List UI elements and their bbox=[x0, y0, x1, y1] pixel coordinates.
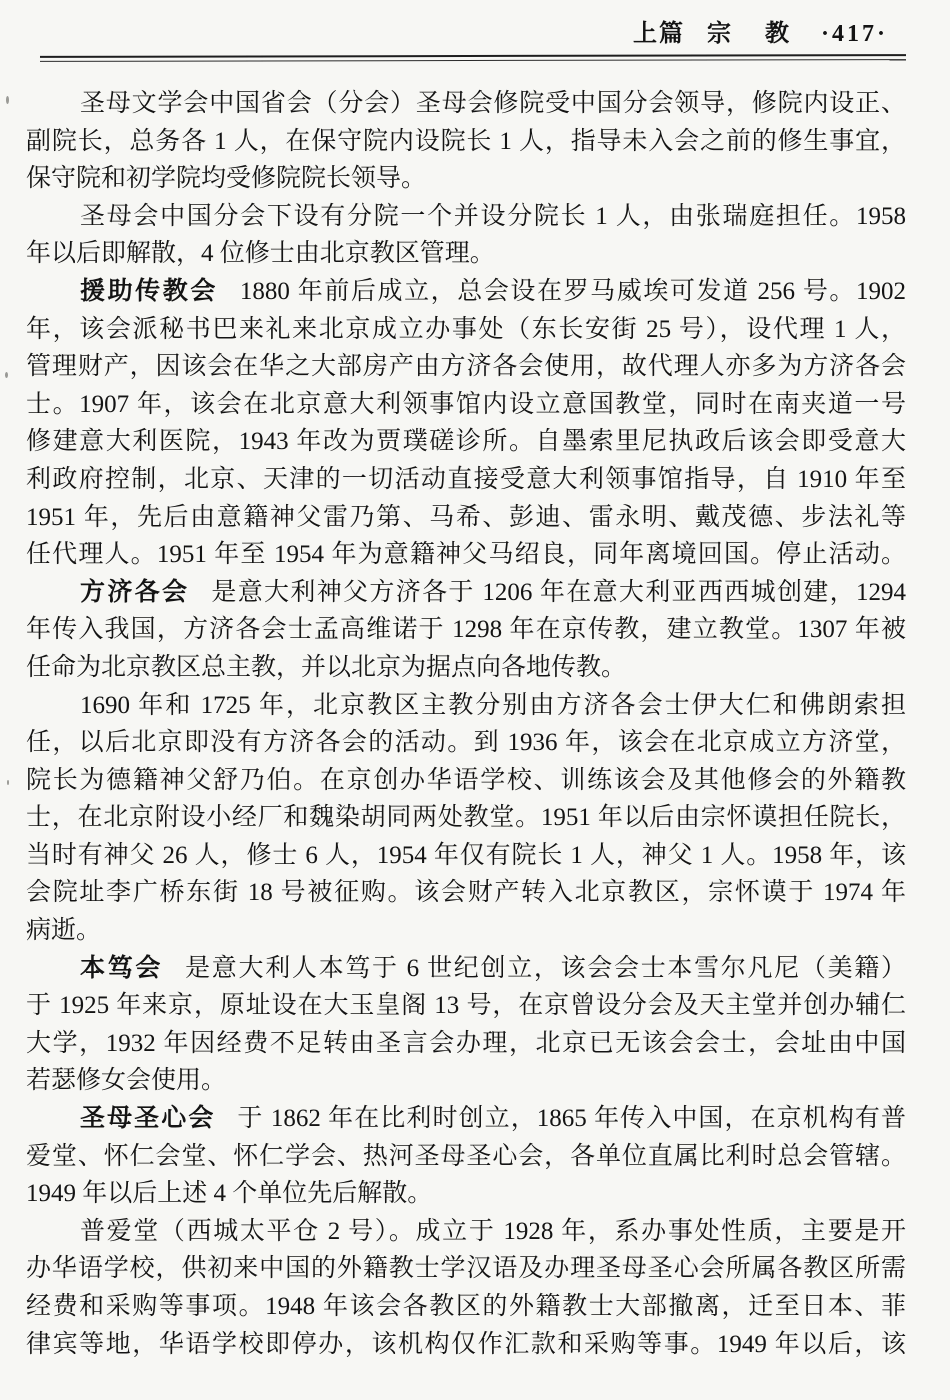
text-line: 副院长，总务各 1 人，在保守院内设院长 1 人，指导未入会之前的修生事宜， bbox=[26, 127, 906, 155]
entry-term: 方济各会 bbox=[80, 577, 190, 606]
text-line: 管理财产，因该会在华之大部房产由方济各会使用，故代理人亦多为方济各会 bbox=[26, 353, 906, 381]
paragraph bbox=[26, 1100, 906, 1213]
text-line: 于 1925 年来京，原址设在大玉皇阁 13 号，在京曾设分会及天主堂并创办辅仁 bbox=[26, 992, 906, 1020]
text-line: 年以后即解散，4 位修士由北京教区管理。 bbox=[26, 240, 495, 268]
header-section-label: 上篇 bbox=[632, 21, 685, 47]
text-line: 院长为德籍神父舒乃伯。在京创办华语学校、训练该会及其他修会的外籍教 bbox=[26, 766, 906, 794]
paragraph bbox=[26, 574, 906, 687]
text-line bbox=[26, 1100, 906, 1138]
text-line: 保守院和初学院均受修院院长领导。 bbox=[26, 165, 427, 193]
text-line: 病逝。 bbox=[26, 917, 102, 945]
paragraph bbox=[26, 198, 906, 273]
text-line: 1690 年和 1725 年，北京教区主教分别由方济各会士伊大仁和佛朗索担 bbox=[80, 691, 906, 719]
line-text: 是意大利人本笃于 6 世纪创立，该会会士本雪尔凡尼（美籍） bbox=[185, 954, 906, 982]
text-line: 修建意大利医院，1943 年改为贾璞磋诊所。自墨索里尼执政后该会即受意大 bbox=[26, 428, 906, 456]
text-line: 任，以后北京即没有方济各会的活动。到 1936 年，该会在北京成立方济堂， bbox=[26, 729, 906, 757]
text-line bbox=[26, 273, 906, 311]
text-line: 会院址李广桥东街 18 号被征购。该会财产转入北京教区，宗怀谟于 1974 年 bbox=[26, 879, 906, 907]
text-line bbox=[26, 574, 906, 612]
text-line: 1949 年以后上述 4 个单位先后解散。 bbox=[26, 1180, 433, 1208]
text-line: 爱堂、怀仁会堂、怀仁学会、热河圣母圣心会，各单位直属比利时总会管辖。 bbox=[26, 1142, 906, 1170]
paragraph bbox=[26, 85, 906, 198]
text-line: 任命为北京教区总主教，并以北京为据点向各地传教。 bbox=[26, 653, 627, 681]
paragraph bbox=[26, 273, 906, 574]
entry-term: 本笃会 bbox=[80, 953, 164, 982]
text-line: 年，该会派秘书巴来礼来北京成立办事处（东长安街 25 号），设代理 1 人， bbox=[26, 315, 906, 343]
text-line: 若瑟修女会使用。 bbox=[26, 1067, 227, 1095]
paragraph bbox=[26, 1213, 906, 1363]
text-line: 当时有神父 26 人，修士 6 人，1954 年仅有院长 1 人，神父 1 人。1958 年，该 bbox=[26, 841, 906, 869]
entry-term: 援助传教会 bbox=[80, 276, 218, 305]
text-line: 士，在北京附设小经厂和魏染胡同两处教堂。1951 年以后由宗怀谟担任院长， bbox=[26, 804, 906, 832]
text-line: 圣母会中国分会下设有分院一个并设分院长 1 人，由张瑞庭担任。1958 bbox=[80, 202, 906, 230]
scan-artifact bbox=[5, 372, 8, 378]
text-line: 普爱堂（西城太平仓 2 号）。成立于 1928 年，系办事处性质，主要是开 bbox=[80, 1217, 906, 1245]
text-line: 圣母文学会中国省会（分会）圣母会修院受中国分会领导，修院内设正、 bbox=[80, 90, 906, 117]
running-header bbox=[0, 0, 950, 48]
line-text: 是意大利神父方济各于 1206 年在意大利亚西西城创建，1294 bbox=[211, 578, 906, 606]
document-body bbox=[0, 85, 950, 1363]
paragraph bbox=[26, 687, 906, 950]
header-double-rule bbox=[40, 54, 906, 62]
text-line: 年传入我国，方济各会士孟高维诺于 1298 年在京传教，建立教堂。1307 年被 bbox=[26, 616, 906, 644]
paragraph bbox=[26, 950, 906, 1100]
text-line: 1951 年，先后由意籍神父雷乃第、马希、彭迪、雷永明、戴茂德、步法礼等 bbox=[26, 503, 906, 531]
text-line bbox=[26, 950, 906, 988]
header-page-number: ·417· bbox=[820, 21, 888, 47]
text-line: 办华语学校，供初来中国的外籍教士学汉语及办理圣母圣心会所属各教区所需 bbox=[26, 1255, 906, 1283]
text-line: 任代理人。1951 年至 1954 年为意籍神父马绍良，同年离境回国。停止活动。 bbox=[26, 541, 906, 569]
text-line: 士。1907 年，该会在北京意大利领事馆内设立意国教堂，同时在南夹道一号 bbox=[26, 390, 906, 418]
entry-term: 圣母圣心会 bbox=[80, 1104, 216, 1133]
scan-artifact bbox=[6, 96, 9, 104]
text-line: 经费和采购等事项。1948 年该会各教区的外籍教士大部撤离，迁至日本、菲 bbox=[26, 1293, 906, 1320]
line-text: 于 1862 年在比利时创立，1865 年传入中国，在京机构有普 bbox=[237, 1105, 906, 1133]
text-line: 律宾等地，华语学校即停办，该机构仅作汇款和采购等事。1949 年以后，该 bbox=[26, 1330, 906, 1358]
scan-artifact bbox=[7, 780, 9, 785]
text-line: 利政府控制，北京、天津的一切活动直接受意大利领事馆指导，自 1910 年至 bbox=[26, 465, 906, 493]
header-subject-label: 宗 教 bbox=[706, 21, 803, 47]
text-line: 大学，1932 年因经费不足转由圣言会办理，北京已无该会会士，会址由中国 bbox=[26, 1029, 906, 1057]
line-text: 1880 年前后成立，总会设在罗马威埃可发道 256 号。1902 bbox=[239, 277, 906, 305]
